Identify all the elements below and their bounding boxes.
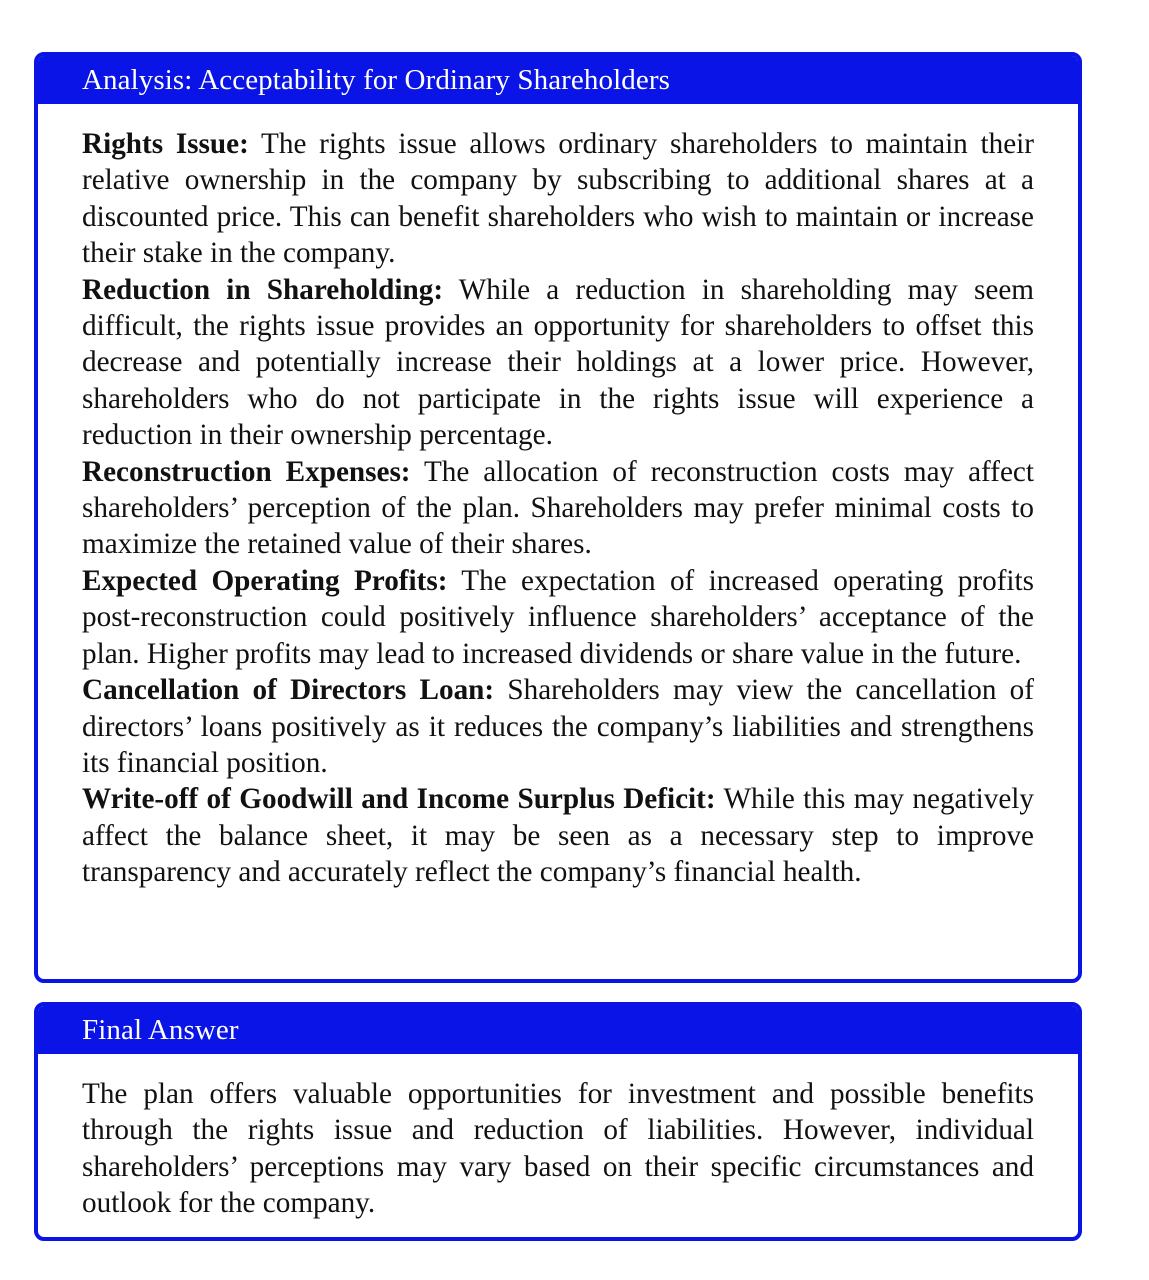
analysis-title: Analysis: Acceptability for Ordinary Shareholders bbox=[38, 56, 1078, 104]
analysis-box bbox=[34, 52, 1082, 983]
analysis-item-expected-operating-profits bbox=[82, 563, 1034, 672]
analysis-item-cancellation-of-directors-loan bbox=[82, 672, 1034, 781]
final-answer-text: The plan offers valuable opportunities for investment and possible benefits through the rights issue and reduction of liabilities. However, individual shareholders’ perceptions may vary based on their specific circumstances and outlook for the company. bbox=[82, 1078, 1034, 1220]
analysis-body bbox=[38, 104, 1078, 891]
final-answer-box bbox=[34, 1002, 1082, 1241]
analysis-item-reduction-in-shareholding bbox=[82, 272, 1034, 454]
analysis-item-reconstruction-expenses bbox=[82, 454, 1034, 563]
item-text: The rights issue allows ordinary shareholders to maintain their relative ownership in the company by subscribing to additional shares at a discounted price. This can benefit shareholders who wish to maintain or increase their stake in the company. bbox=[82, 128, 1034, 270]
analysis-item-write-off-goodwill bbox=[82, 781, 1034, 890]
item-text: While this may negatively affect the balance sheet, it may be seen as a necessary step to improve transparency and accurately reflect the company’s financial health. bbox=[82, 783, 1034, 889]
item-heading: Cancellation of Directors Loan: bbox=[82, 674, 495, 707]
analysis-item-rights-issue bbox=[82, 126, 1034, 272]
item-heading: Reconstruction Expenses: bbox=[82, 455, 411, 488]
item-heading: Rights Issue: bbox=[82, 128, 249, 160]
item-heading: Reduction in Shareholding: bbox=[82, 273, 444, 306]
item-text: The allocation of reconstruction costs may affect shareholders’ perception of the plan. Shareholders may prefer minimal costs to maximize the retained value of their shares. bbox=[82, 455, 1034, 561]
item-text: The expectation of increased operating profits post-reconstruction could positively influence shareholders’ acceptance of the plan. Higher profits may lead to increased dividends or share value in the future. bbox=[82, 564, 1034, 670]
item-text: Shareholders may view the cancellation of directors’ loans positively as it reduces the company’s liabilities and strengthens its financial position. bbox=[82, 674, 1034, 779]
item-text: While a reduction in shareholding may seem difficult, the rights issue provides an opportunity for shareholders to offset this decrease and potentially increase their holdings at a lower price. However, shareholders who do not participate in the rights issue will experience a reduction in their ownership percentage. bbox=[82, 273, 1034, 452]
final-answer-title: Final Answer bbox=[38, 1006, 1078, 1054]
final-answer-body bbox=[38, 1054, 1078, 1222]
item-heading: Expected Operating Profits: bbox=[82, 564, 448, 597]
item-heading: Write-off of Goodwill and Income Surplus Deficit: bbox=[82, 783, 716, 816]
